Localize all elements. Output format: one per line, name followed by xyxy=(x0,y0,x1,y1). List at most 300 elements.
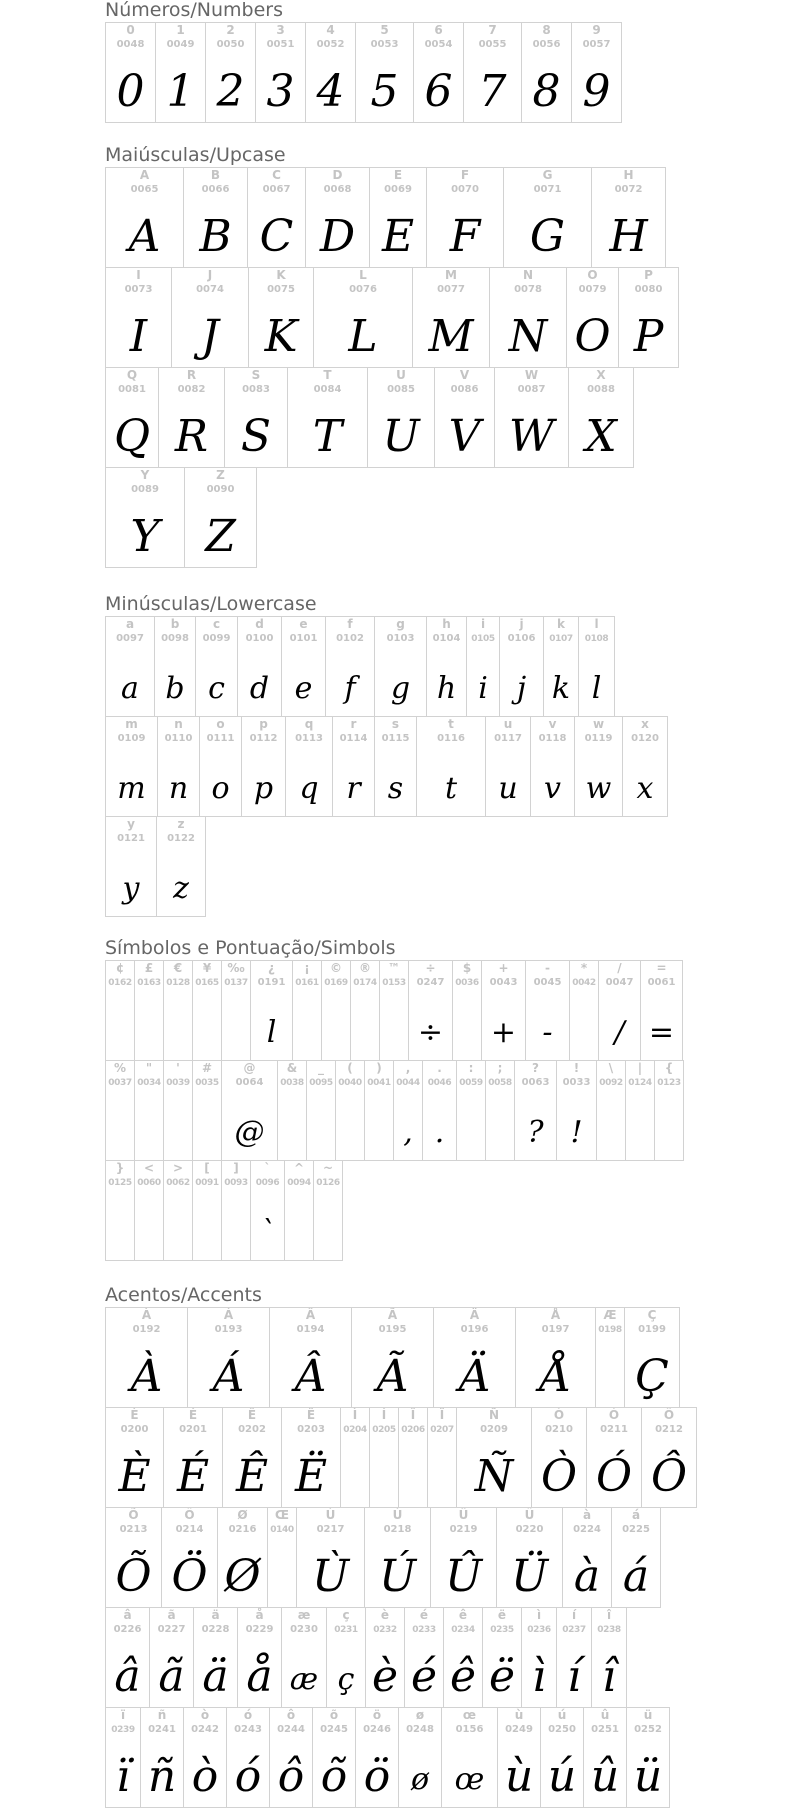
character-label: k xyxy=(557,617,565,631)
character-code: 0229 xyxy=(245,1624,274,1635)
glyph-cell xyxy=(161,1507,218,1608)
glyph-cell xyxy=(466,616,500,717)
glyph-sample: ç xyxy=(337,1662,355,1697)
character-label: ò xyxy=(200,1708,210,1722)
character-code: 0239 xyxy=(111,1725,135,1735)
glyph-sample: ü xyxy=(633,1751,663,1802)
character-code: 0070 xyxy=(451,184,479,195)
character-label: @ xyxy=(243,1061,256,1075)
character-code: 0246 xyxy=(363,1724,391,1735)
character-code: 0069 xyxy=(384,184,412,195)
glyph-sample: X xyxy=(585,411,617,462)
character-label: } xyxy=(115,1161,125,1175)
character-label: : xyxy=(468,1061,474,1075)
character-code: 0118 xyxy=(538,733,567,744)
character-label: ! xyxy=(573,1061,580,1075)
glyph-sample: à xyxy=(573,1551,601,1602)
character-label: m xyxy=(125,717,138,731)
character-code: 0097 xyxy=(116,633,144,644)
glyph-cell xyxy=(105,267,172,368)
glyph-sample: Z xyxy=(205,511,236,562)
character-label: ö xyxy=(372,1708,382,1722)
character-label: f xyxy=(347,617,353,631)
glyph-cell xyxy=(217,1507,268,1608)
character-code: 0039 xyxy=(166,1078,190,1088)
character-code: 0109 xyxy=(117,733,146,744)
glyph-cell xyxy=(430,1507,497,1608)
glyph-cell xyxy=(326,1607,366,1708)
glyph-cell xyxy=(163,1160,193,1261)
character-label: 9 xyxy=(592,23,601,37)
character-code: 0071 xyxy=(533,184,562,195)
character-code: 0230 xyxy=(290,1624,318,1635)
character-label: { xyxy=(664,1061,674,1075)
glyph-cell xyxy=(441,1707,498,1808)
glyph-cell xyxy=(641,1407,697,1508)
glyph-sample: Û xyxy=(444,1551,483,1602)
glyph-sample: æ xyxy=(289,1662,319,1697)
character-code: 0038 xyxy=(280,1078,304,1088)
glyph-cell xyxy=(393,1060,423,1161)
glyph-cell xyxy=(556,1060,597,1161)
character-code: 0105 xyxy=(471,634,495,644)
character-label: © xyxy=(330,961,342,975)
character-code: 0042 xyxy=(572,978,596,988)
glyph-cell xyxy=(540,1707,584,1808)
character-label: ¿ xyxy=(268,961,275,975)
glyph-sample: Ò xyxy=(540,1451,578,1502)
character-code: 0067 xyxy=(262,184,291,195)
character-code: 0128 xyxy=(166,978,190,988)
glyph-cell xyxy=(140,1707,184,1808)
glyph-sample: C xyxy=(259,211,294,262)
glyph-sample: e xyxy=(294,671,313,706)
glyph-sample: n xyxy=(168,771,189,806)
glyph-sample: ê xyxy=(449,1651,477,1702)
glyph-cell xyxy=(105,467,185,568)
glyph-cell xyxy=(285,716,333,817)
glyph-cell xyxy=(163,960,193,1061)
glyph-sample: õ xyxy=(320,1751,348,1802)
character-code: 0123 xyxy=(657,1078,681,1088)
character-code: 0195 xyxy=(378,1324,407,1335)
glyph-cell xyxy=(499,616,544,717)
character-code: 0207 xyxy=(430,1425,454,1435)
glyph-sample: ø xyxy=(410,1762,430,1797)
glyph-cell xyxy=(422,1060,457,1161)
glyph-cell xyxy=(332,716,375,817)
character-code: 0035 xyxy=(195,1078,219,1088)
glyph-sample: ì xyxy=(531,1651,547,1702)
character-code: 0196 xyxy=(460,1324,489,1335)
glyph-sample: s xyxy=(387,771,404,806)
glyph-cell xyxy=(237,616,282,717)
glyph-cell xyxy=(591,1607,627,1708)
glyph-cell xyxy=(531,1407,587,1508)
character-code: 0102 xyxy=(336,633,364,644)
character-label: & xyxy=(286,1061,298,1075)
glyph-sample: d xyxy=(249,671,270,706)
character-code: 0033 xyxy=(562,1077,591,1088)
glyph-sample: ù xyxy=(504,1751,534,1802)
glyph-sample: ã xyxy=(158,1651,185,1702)
character-code: 0068 xyxy=(323,184,352,195)
character-code: 0163 xyxy=(137,978,161,988)
glyph-cell xyxy=(481,960,526,1061)
glyph-sample: v xyxy=(544,771,561,806)
glyph-cell xyxy=(374,616,427,717)
character-label: e xyxy=(299,617,308,631)
glyph-sample: a xyxy=(121,671,139,706)
character-label: j xyxy=(519,617,524,631)
character-label: Ü xyxy=(524,1508,535,1522)
glyph-sample: O xyxy=(574,311,611,362)
glyph-cell xyxy=(503,167,592,268)
character-label: _ xyxy=(318,1061,324,1075)
glyph-cell xyxy=(586,1407,642,1508)
character-label: Ä xyxy=(469,1308,480,1322)
glyph-cell xyxy=(521,22,572,123)
character-code: 0040 xyxy=(338,1078,362,1088)
character-label: A xyxy=(139,168,150,182)
glyph-sample: r xyxy=(346,771,361,806)
character-label: a xyxy=(125,617,135,631)
glyph-sample: = xyxy=(648,1015,675,1050)
character-label: U xyxy=(396,368,406,382)
character-code: 0126 xyxy=(316,1178,340,1188)
glyph-cell xyxy=(306,1060,336,1161)
glyph-cell xyxy=(105,960,135,1061)
character-code: 0252 xyxy=(634,1724,662,1735)
glyph-sample: V xyxy=(448,411,481,462)
character-label: ì xyxy=(536,1608,542,1622)
character-label: D xyxy=(332,168,343,182)
glyph-cell xyxy=(374,716,417,817)
glyph-sample: ÷ xyxy=(417,1015,444,1050)
character-label: æ xyxy=(297,1608,311,1622)
character-code: 0107 xyxy=(549,634,573,644)
glyph-cell xyxy=(496,1507,563,1608)
glyph-cell xyxy=(241,716,286,817)
character-label: < xyxy=(143,1161,155,1175)
glyph-sample: S xyxy=(240,411,272,462)
character-label: 3 xyxy=(276,23,285,37)
character-label: q xyxy=(304,717,314,731)
section-title-symbols: Símbolos e Pontuação/Simbols xyxy=(105,937,396,959)
character-label: Ñ xyxy=(488,1408,500,1422)
character-label: ‰ xyxy=(227,961,245,975)
character-label: Õ xyxy=(128,1508,139,1522)
glyph-sample: í xyxy=(566,1651,582,1702)
character-label: S xyxy=(251,368,261,382)
glyph-cell xyxy=(171,267,249,368)
character-label: â xyxy=(123,1608,132,1622)
glyph-cell xyxy=(248,267,314,368)
glyph-sample: W xyxy=(508,411,555,462)
character-label: - xyxy=(545,961,550,975)
character-code: 0111 xyxy=(206,733,235,744)
glyph-cell xyxy=(434,367,495,468)
glyph-cell xyxy=(187,1307,270,1408)
glyph-cell xyxy=(195,616,238,717)
glyph-cell xyxy=(192,1160,222,1261)
character-code: 0233 xyxy=(412,1625,436,1635)
glyph-sample: M xyxy=(428,311,474,362)
glyph-cell xyxy=(571,22,622,123)
glyph-sample: P xyxy=(633,311,664,362)
glyph-cell xyxy=(105,1407,164,1508)
character-code: 0092 xyxy=(599,1078,623,1088)
glyph-cell xyxy=(583,1707,627,1808)
glyph-sample: I xyxy=(129,311,148,362)
character-label: x xyxy=(641,717,649,731)
glyph-cell xyxy=(105,1060,135,1161)
character-code: 0197 xyxy=(541,1324,570,1335)
glyph-sample: Ú xyxy=(378,1551,417,1602)
glyph-cell xyxy=(364,1060,394,1161)
character-code: 0045 xyxy=(533,977,562,988)
character-code: 0075 xyxy=(267,284,295,295)
glyph-sample: 8 xyxy=(532,66,561,117)
character-label: Ö xyxy=(184,1508,195,1522)
glyph-sample: Ö xyxy=(171,1551,208,1602)
character-code: 0082 xyxy=(177,384,206,395)
character-label: . xyxy=(437,1061,442,1075)
glyph-cell xyxy=(543,616,579,717)
character-code: 0089 xyxy=(131,484,159,495)
character-code: 0245 xyxy=(320,1724,348,1735)
character-label: ç xyxy=(342,1608,350,1622)
glyph-sample: g xyxy=(390,671,411,706)
glyph-sample: c xyxy=(208,671,225,706)
character-label: # xyxy=(201,1061,213,1075)
glyph-cell xyxy=(364,1507,431,1608)
character-code: 0106 xyxy=(507,633,536,644)
character-label: 2 xyxy=(226,23,235,37)
glyph-sample: Ù xyxy=(311,1551,350,1602)
character-label: Å xyxy=(550,1308,561,1322)
character-label: \ xyxy=(608,1061,614,1075)
glyph-cell xyxy=(369,167,427,268)
character-label: K xyxy=(276,268,286,282)
character-code: 0248 xyxy=(406,1724,434,1735)
glyph-cell xyxy=(562,1507,612,1608)
character-label: Á xyxy=(223,1308,234,1322)
character-code: 0224 xyxy=(573,1524,601,1535)
glyph-cell xyxy=(222,1407,282,1508)
glyph-cell xyxy=(221,1060,278,1161)
glyph-sample: â xyxy=(114,1651,141,1702)
character-code: 0219 xyxy=(449,1524,478,1535)
glyph-cell xyxy=(154,616,196,717)
character-label: Ù xyxy=(325,1508,336,1522)
glyph-cell xyxy=(626,1707,670,1808)
character-label: v xyxy=(548,717,557,731)
glyph-sample: ö xyxy=(363,1751,391,1802)
character-label: p xyxy=(259,717,268,731)
section-title-upcase: Maiúsculas/Upcase xyxy=(105,144,286,166)
glyph-sample: , xyxy=(403,1115,413,1150)
character-code: 0199 xyxy=(638,1324,666,1335)
character-label: î xyxy=(606,1608,612,1622)
glyph-cell xyxy=(183,1707,227,1808)
glyph-cell xyxy=(640,960,683,1061)
character-code: 0218 xyxy=(383,1524,412,1535)
character-label: b xyxy=(170,617,180,631)
glyph-cell xyxy=(556,1607,592,1708)
glyph-cell xyxy=(596,1060,626,1161)
glyph-cell xyxy=(158,367,225,468)
character-code: 0096 xyxy=(255,1178,280,1188)
glyph-cell xyxy=(568,367,634,468)
glyph-cell xyxy=(157,716,200,817)
character-code: 0064 xyxy=(235,1077,264,1088)
glyph-sample: D xyxy=(319,211,356,262)
character-code: 0046 xyxy=(427,1078,452,1088)
character-label: z xyxy=(177,817,185,831)
character-label: Œ xyxy=(274,1508,289,1522)
glyph-sample: ? xyxy=(527,1115,544,1150)
character-code: 0044 xyxy=(396,1078,420,1088)
character-label: 5 xyxy=(380,23,389,37)
glyph-sample: ú xyxy=(547,1751,577,1802)
character-label: Ô xyxy=(663,1408,675,1422)
glyph-cell xyxy=(269,1307,352,1408)
glyph-sample: å xyxy=(246,1651,273,1702)
glyph-cell xyxy=(525,960,570,1061)
character-label: è xyxy=(380,1608,390,1622)
glyph-cell xyxy=(452,960,482,1061)
character-code: 0200 xyxy=(120,1424,149,1435)
glyph-sample: y xyxy=(122,871,140,906)
glyph-cell xyxy=(287,367,368,468)
glyph-sample: U xyxy=(382,411,420,462)
glyph-sample: l xyxy=(266,1015,277,1050)
glyph-cell xyxy=(221,960,251,1061)
character-code: 0036 xyxy=(455,978,479,988)
glyph-cell xyxy=(335,1060,365,1161)
character-label: ™ xyxy=(388,961,400,975)
character-label: / xyxy=(617,961,622,975)
character-code: 0098 xyxy=(161,633,189,644)
glyph-cell xyxy=(485,1060,515,1161)
character-label: + xyxy=(498,961,509,975)
glyph-sample: @ xyxy=(234,1115,265,1150)
character-code: 0074 xyxy=(196,284,224,295)
glyph-cell xyxy=(205,22,256,123)
character-code: 0034 xyxy=(137,1078,161,1088)
character-label: Ú xyxy=(392,1508,403,1522)
character-label: È xyxy=(130,1408,139,1422)
character-code: 0247 xyxy=(416,977,445,988)
character-code: 0243 xyxy=(234,1724,262,1735)
character-code: 0086 xyxy=(450,384,479,395)
character-label: É xyxy=(188,1408,198,1422)
glyph-cell xyxy=(413,22,464,123)
character-label: ^ xyxy=(293,1161,305,1175)
glyph-cell xyxy=(591,167,666,268)
glyph-cell xyxy=(482,1607,522,1708)
glyph-cell xyxy=(566,267,619,368)
character-code: 0220 xyxy=(515,1524,544,1535)
character-label: Ê xyxy=(247,1408,257,1422)
glyph-sample: q xyxy=(299,771,319,806)
glyph-cell xyxy=(611,1507,661,1608)
glyph-cell xyxy=(312,1707,356,1808)
glyph-sample: t xyxy=(444,771,458,806)
glyph-cell xyxy=(398,1707,442,1808)
glyph-sample: T xyxy=(312,411,343,462)
character-code: 0113 xyxy=(295,733,323,744)
character-label: G xyxy=(542,168,553,182)
glyph-cell xyxy=(369,1407,399,1508)
character-code: 0095 xyxy=(309,1078,333,1088)
character-code: 0249 xyxy=(505,1724,533,1735)
character-label: ä xyxy=(211,1608,220,1622)
character-code: 0214 xyxy=(175,1524,204,1535)
character-code: 0234 xyxy=(451,1625,475,1635)
glyph-sample: 3 xyxy=(266,66,295,117)
glyph-sample: á xyxy=(622,1551,650,1602)
character-code: 0165 xyxy=(195,978,219,988)
glyph-cell xyxy=(281,616,326,717)
character-code: 0108 xyxy=(584,634,609,644)
character-label: O xyxy=(587,268,598,282)
character-label: Í xyxy=(381,1408,387,1422)
glyph-sample: L xyxy=(348,311,378,362)
glyph-sample: Ë xyxy=(294,1451,328,1502)
character-label: V xyxy=(459,368,470,382)
glyph-sample: 0 xyxy=(116,66,145,117)
character-code: 0124 xyxy=(628,1078,652,1088)
character-label: s xyxy=(391,717,400,731)
glyph-sample: / xyxy=(614,1015,625,1050)
character-code: 0041 xyxy=(367,1078,391,1088)
character-code: 0056 xyxy=(532,39,561,50)
character-code: 0227 xyxy=(157,1624,186,1635)
character-code: 0087 xyxy=(517,384,546,395)
character-label: Z xyxy=(216,468,225,482)
character-code: 0201 xyxy=(179,1424,207,1435)
character-label: u xyxy=(503,717,513,731)
glyph-cell xyxy=(105,1307,188,1408)
glyph-cell xyxy=(351,1307,434,1408)
glyph-cell xyxy=(515,1307,596,1408)
character-label: " xyxy=(145,1061,153,1075)
glyph-cell xyxy=(305,167,370,268)
glyph-sample: ô xyxy=(277,1751,305,1802)
character-code: 0081 xyxy=(118,384,146,395)
character-code: 0093 xyxy=(224,1178,248,1188)
character-label: E xyxy=(393,168,403,182)
glyph-sample: Y xyxy=(130,511,160,562)
glyph-cell xyxy=(367,367,435,468)
glyph-cell xyxy=(598,960,641,1061)
character-code: 0202 xyxy=(238,1424,266,1435)
glyph-cell xyxy=(247,167,306,268)
glyph-cell xyxy=(105,1507,162,1608)
glyph-cell xyxy=(105,367,159,468)
character-label: Ë xyxy=(306,1408,316,1422)
character-code: 0090 xyxy=(206,484,235,495)
glyph-cell xyxy=(284,1160,314,1261)
character-label: ú xyxy=(557,1708,567,1722)
glyph-sample: À xyxy=(130,1351,163,1402)
character-code: 0112 xyxy=(249,733,278,744)
glyph-sample: + xyxy=(490,1015,517,1050)
glyph-sample: 1 xyxy=(166,66,195,117)
character-code: 0059 xyxy=(459,1078,483,1088)
